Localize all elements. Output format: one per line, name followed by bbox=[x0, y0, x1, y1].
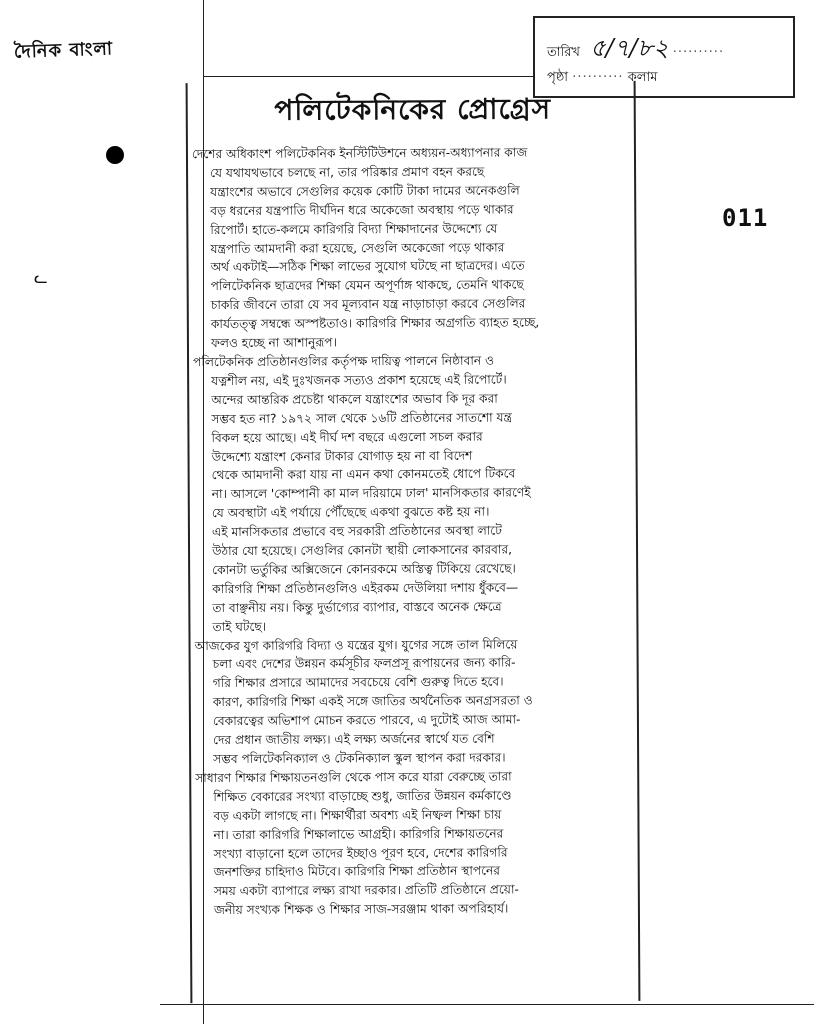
article-line: যত্নশীল নয়, এই দুঃখজনক সত্যও প্রকাশ হয়েছে এই রিপোর্টে। bbox=[211, 372, 507, 388]
date-row bbox=[547, 30, 724, 70]
article-line: না। আসলে 'কোম্পানী কা মাল দরিয়ামে ঢাল' মানসিকতার কারণেই bbox=[211, 485, 531, 502]
article-line: বিকল হয়ে আছে। এই দীর্ঘ দশ বছরে এগুলো সচল করার bbox=[211, 429, 483, 445]
article-paragraph bbox=[192, 143, 631, 353]
article-line: দের প্রধান জাতীয় লক্ষ্য। এই লক্ষ্য অর্জনের স্বার্থে যত বেশি bbox=[212, 731, 495, 748]
date-dots: ·········· bbox=[672, 45, 725, 60]
article-line: কোনটা ভর্তুকির অক্সিজেনে কোনরকমে অস্তিত্ব টিকিয়ে রেখেছে। bbox=[212, 561, 516, 577]
margin-mark: ᓚ bbox=[34, 268, 48, 287]
article-line: জনশক্তির চাহিদাও মিটবে। কারিগরি শিক্ষা প্রতিষ্ঠান স্থাপনের bbox=[213, 863, 501, 880]
bottom-edge-line bbox=[160, 1004, 814, 1005]
page-dots: ·········· bbox=[572, 70, 624, 85]
article-line: এই মানসিকতার প্রভাবে বহু সরকারী প্রতিষ্ঠানের অবস্থা লাটে bbox=[211, 523, 502, 540]
article-line: সংখ্যা বাড়ানো হলে তাদের ইচ্ছাও পূরণ হবে, দেশের কারিগরি bbox=[213, 845, 508, 861]
article-paragraph bbox=[194, 634, 633, 769]
article-line: অর্থ একটাই—সঠিক শিক্ষা লাভের সুযোগ ঘটছে না ছাত্রদের। এতে bbox=[210, 258, 525, 275]
article-title: পলিটেকনিকের প্রোগ্রেস bbox=[274, 92, 552, 127]
page-label: পৃষ্ঠা bbox=[547, 70, 569, 85]
article-body bbox=[192, 143, 634, 920]
article-line: যে যথাযথভাবে চলছে না, তার পরিষ্কার প্রমাণ বহন করছে bbox=[210, 164, 485, 180]
article-line: যন্ত্রপাতি আমদানী করা হয়েছে, সেগুলি অকেজো পড়ে থাকার bbox=[210, 240, 505, 256]
article-line: পলিটেকনিক ছাত্রদের শিক্ষা যেমন অপূর্ণাঙ্গ থাকছে, তেমনি থাকছে bbox=[210, 277, 524, 294]
article-line: যন্ত্রাংশের অভাবে সেগুলির কয়েক কোটি টাকা দামের অনেকগুলি bbox=[210, 183, 520, 199]
newspaper-clipping bbox=[186, 81, 641, 1003]
article-line: চলা এবং দেশের উন্নয়ন কর্মসূচীর ফলপ্রসূ রূপায়নের জন্য কারি- bbox=[212, 655, 516, 672]
article-line: জনীয় সংখ্যক শিক্ষক ও শিক্ষার সাজ-সরঞ্জাম থাকা অপরিহার্য। bbox=[213, 901, 509, 918]
article-line: সম্ভব হত না? ১৯৭২ সাল থেকে ১৬টি প্রতিষ্ঠানের সাতশো যন্ত্র bbox=[211, 410, 513, 426]
article-line: না। তারা কারিগরি শিক্ষালাভে আগ্রহী। কারিগরি শিক্ষায়তনের bbox=[213, 826, 504, 842]
article-line: বেকারত্বের অভিশাপ মোচন করতে পারবে, এ দুটোই আজ আমা- bbox=[212, 712, 521, 729]
article-line: উঠার যো হয়েছে। সেগুলির কোনটা স্থায়ী লোকসানের কারবার, bbox=[212, 542, 513, 559]
article-line: তাই ঘটছে। bbox=[212, 619, 267, 634]
date-value: ৫/৭/৮২ bbox=[590, 34, 669, 62]
article-line: ফলও হচ্ছে না আশানুরূপ। bbox=[210, 335, 337, 351]
article-line: সম্ভব পলিটেকনিক্যাল ও টেকনিক্যাল স্কুল স্থাপন করা দরকার। bbox=[213, 750, 506, 767]
newspaper-masthead: দৈনিক বাংলা bbox=[13, 38, 114, 63]
page-code: 011 bbox=[722, 204, 769, 232]
article-line: উদ্দেশ্যে যন্ত্রাংশ কেনার টাকার যোগাড় হয় না বা বিদেশ bbox=[211, 448, 473, 464]
article-line: যে অবস্থাটা এই পর্যায়ে পৌঁছেছে একথা বুঝতে কষ্ট হয় না। bbox=[211, 504, 490, 521]
article-line: আজকের যুগ কারিগরি বিদ্যা ও যন্ত্রের যুগ। যুগের সঙ্গে তাল মিলিয়ে bbox=[194, 637, 518, 653]
ink-dot bbox=[106, 146, 124, 164]
article-line: চাকরি জীবনে তারা যে সব মূল্যবান যন্ত্র নাড়াচাড়া করবে সেগুলির bbox=[210, 296, 526, 313]
article-line: গরি শিক্ষার প্রসারে আমাদের সবচেয়ে বেশি গুরুত্ব দিতে হবে। bbox=[212, 674, 504, 691]
article-line: তা বাঞ্ছনীয় নয়। কিন্তু দুর্ভাগ্যের ব্যাপার, বাস্তবে অনেক ক্ষেত্রে bbox=[212, 599, 502, 615]
column-label: কলাম bbox=[627, 70, 658, 85]
article-line: পলিটেকনিক প্রতিষ্ঠানগুলির কর্তৃপক্ষ দায়িত্ব পালনে নিষ্ঠাবান ও bbox=[193, 353, 495, 370]
article-line: কারণ, কারিগরি শিক্ষা একই সঙ্গে জাতির অর্থনৈতিক অনগ্রসরতা ও bbox=[212, 693, 533, 710]
article-line: কার্যতত্ত্ব সম্বন্ধে অস্পষ্টতাও। কারিগরি শিক্ষার অগ্রগতি ব্যাহত হচ্ছে, bbox=[210, 315, 540, 332]
article-line: বড় ধরনের যন্ত্রপাতি দীর্ঘদিন ধরে অকেজো অবস্থায় পড়ে থাকার bbox=[210, 202, 514, 218]
article-line: সময় একটা ব্যাপারে লক্ষ্য রাখা দরকার। প্রতিটি প্রতিষ্ঠানে প্রয়ো- bbox=[213, 882, 519, 899]
article-line: থেকে আমদানী করা যায় না এমন কথা কোনমতেই ধোপে টিকবে bbox=[211, 466, 516, 483]
article-line: কারিগরি শিক্ষা প্রতিষ্ঠানগুলিও এইরকম দেউলিয়া দশায় ধুঁকবে— bbox=[212, 580, 519, 596]
article-line: রিপোর্ট। হাতে-কলমে কারিগরি বিদ্যা শিক্ষাদানের উদ্দেশ্যে যে bbox=[210, 221, 498, 237]
article-paragraph bbox=[195, 767, 634, 921]
article-paragraph bbox=[193, 351, 632, 637]
date-label: তারিখ bbox=[547, 45, 580, 60]
article-line: অন্দের আন্তরিক প্রচেষ্টা থাকলে যন্ত্রাংশের অভাব কি দূর করা bbox=[211, 391, 498, 407]
article-line: দেশের অধিকাংশ পলিটেকনিক ইনস্টিটিউশনে অধ্যয়ন-অধ্যাপনার কাজ bbox=[191, 145, 528, 162]
article-line: সাধারণ শিক্ষার শিক্ষায়তনগুলি থেকে পাস করে যারা বেরুচ্ছে তারা bbox=[195, 769, 512, 786]
article-line: বড় একটা লাগছে না। শিক্ষার্থীরা অবশ্য এই নিষ্ফল শিক্ষা চায় bbox=[213, 807, 502, 823]
article-line: শিক্ষিত বেকারের সংখ্যা বাড়াচ্ছে শুধু, জাতির উন্নয়ন কর্মকাণ্ডে bbox=[213, 788, 512, 804]
top-edge-line bbox=[203, 76, 533, 77]
